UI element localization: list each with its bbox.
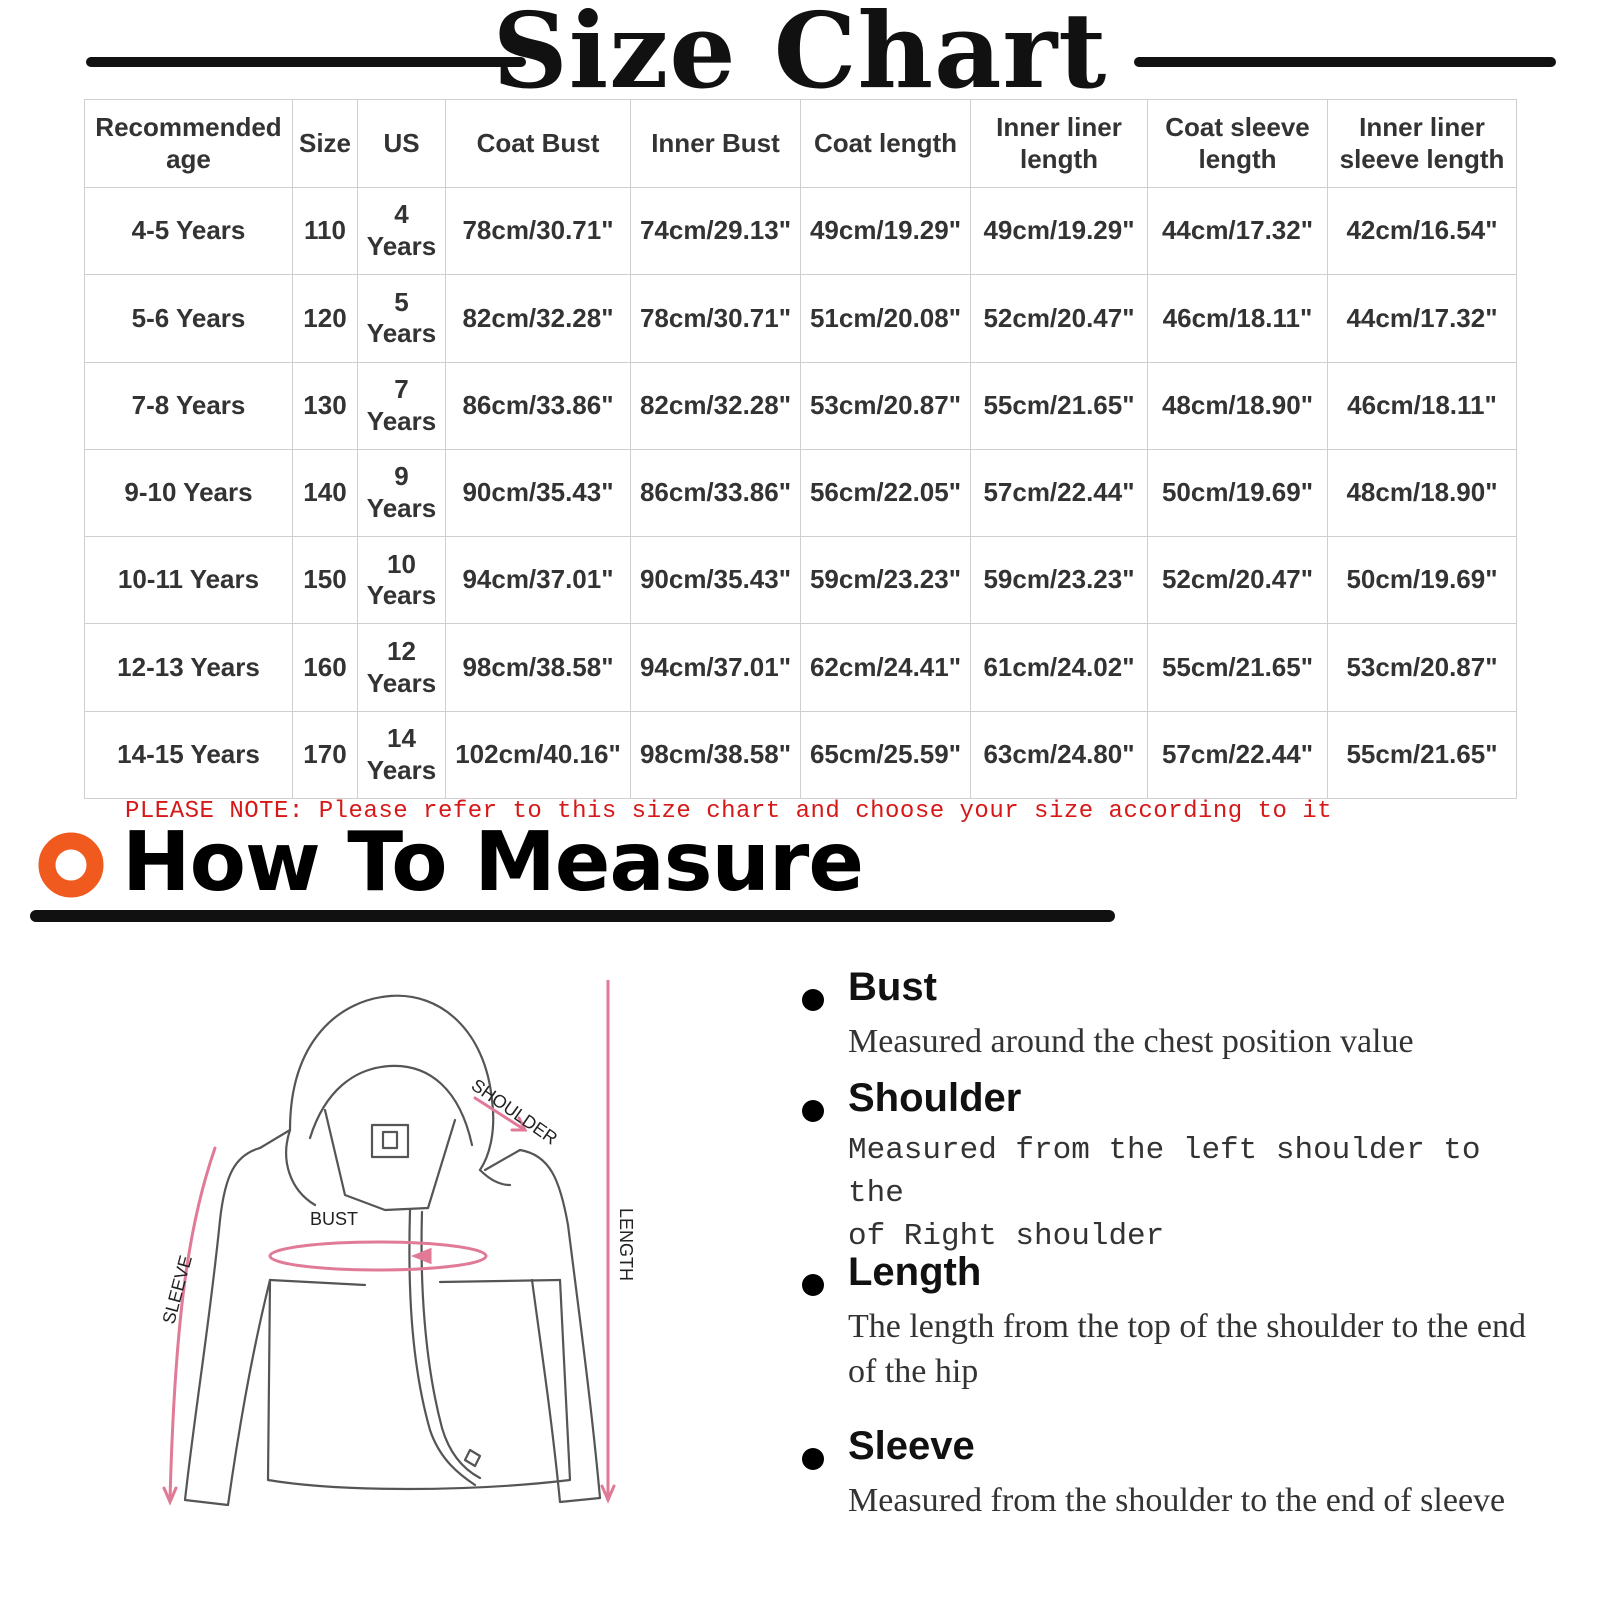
cell-size: 120 <box>293 275 358 362</box>
cell-coat-bust: 78cm/30.71" <box>446 188 631 275</box>
cell-inner-liner-length: 59cm/23.23" <box>971 537 1148 624</box>
cell-coat-bust: 94cm/37.01" <box>446 537 631 624</box>
cell-inner-liner-sleeve-length: 55cm/21.65" <box>1328 711 1517 798</box>
measure-desc-shoulder-line2: of Right shoulder <box>848 1218 1165 1254</box>
size-table <box>84 99 1517 799</box>
cell-inner-liner-sleeve-length: 42cm/16.54" <box>1328 188 1517 275</box>
cell-coat-bust: 90cm/35.43" <box>446 449 631 536</box>
cell-inner-liner-length: 63cm/24.80" <box>971 711 1148 798</box>
cell-size: 170 <box>293 711 358 798</box>
cell-size: 110 <box>293 188 358 275</box>
cell-coat-sleeve-length: 55cm/21.65" <box>1148 624 1328 711</box>
how-to-measure-title: How To Measure <box>122 815 863 910</box>
collar-tag <box>372 1125 408 1157</box>
table-header-row <box>85 100 1517 188</box>
cell-coat-sleeve-length: 46cm/18.11" <box>1148 275 1328 362</box>
cell-inner-liner-length: 55cm/21.65" <box>971 362 1148 449</box>
header-coat-length: Coat length <box>801 100 971 188</box>
cell-coat-length: 62cm/24.41" <box>801 624 971 711</box>
bullet-icon <box>802 1448 824 1470</box>
header-inner-liner-sleeve-length: Inner liner sleeve length <box>1328 100 1517 188</box>
header-recommended-age: Recommended age <box>85 100 293 188</box>
cell-inner-liner-length: 61cm/24.02" <box>971 624 1148 711</box>
cell-inner-bust: 90cm/35.43" <box>631 537 801 624</box>
header-inner-liner-length: Inner liner length <box>971 100 1148 188</box>
jacket-hood <box>290 996 493 1170</box>
cell-coat-sleeve-length: 50cm/19.69" <box>1148 449 1328 536</box>
measure-desc-shoulder <box>848 1130 1548 1258</box>
measure-label-sleeve: Sleeve <box>848 1424 975 1468</box>
table-row <box>85 275 1517 362</box>
cell-coat-sleeve-length: 48cm/18.90" <box>1148 362 1328 449</box>
header-size: Size <box>293 100 358 188</box>
measure-title-rule <box>30 910 1115 922</box>
cell-age: 10-11 Years <box>85 537 293 624</box>
page-title: Size Chart <box>492 0 1108 112</box>
cell-us: 4 Years <box>358 188 446 275</box>
measure-desc-bust: Measured around the chest position value <box>848 1023 1414 1060</box>
cell-inner-liner-length: 49cm/19.29" <box>971 188 1148 275</box>
table-row <box>85 624 1517 711</box>
header-coat-sleeve-length: Coat sleeve length <box>1148 100 1328 188</box>
header-inner-bust: Inner Bust <box>631 100 801 188</box>
bust-measure-ring <box>270 1242 486 1270</box>
cell-coat-bust: 102cm/40.16" <box>446 711 631 798</box>
cell-coat-length: 59cm/23.23" <box>801 537 971 624</box>
cell-inner-liner-sleeve-length: 44cm/17.32" <box>1328 275 1517 362</box>
header-us: US <box>358 100 446 188</box>
cell-coat-bust: 86cm/33.86" <box>446 362 631 449</box>
cell-size: 160 <box>293 624 358 711</box>
measure-label-shoulder: Shoulder <box>848 1076 1022 1120</box>
cell-coat-bust: 82cm/32.28" <box>446 275 631 362</box>
cell-coat-length: 65cm/25.59" <box>801 711 971 798</box>
bullet-icon <box>802 1274 824 1296</box>
cell-size: 140 <box>293 449 358 536</box>
cell-age: 5-6 Years <box>85 275 293 362</box>
measure-desc-sleeve: Measured from the shoulder to the end of sleeve <box>848 1482 1506 1519</box>
diagram-label-sleeve: SLEEVE <box>158 1253 196 1327</box>
table-row <box>85 537 1517 624</box>
cell-inner-liner-sleeve-length: 48cm/18.90" <box>1328 449 1517 536</box>
cell-coat-sleeve-length: 52cm/20.47" <box>1148 537 1328 624</box>
cell-us: 5 Years <box>358 275 446 362</box>
cell-coat-length: 51cm/20.08" <box>801 275 971 362</box>
cell-us: 10 Years <box>358 537 446 624</box>
cell-inner-liner-sleeve-length: 53cm/20.87" <box>1328 624 1517 711</box>
cell-inner-bust: 94cm/37.01" <box>631 624 801 711</box>
table-row <box>85 449 1517 536</box>
cell-coat-length: 53cm/20.87" <box>801 362 971 449</box>
diagram-label-bust: BUST <box>310 1209 359 1229</box>
cell-age: 14-15 Years <box>85 711 293 798</box>
cell-size: 130 <box>293 362 358 449</box>
cell-coat-length: 49cm/19.29" <box>801 188 971 275</box>
cell-inner-bust: 74cm/29.13" <box>631 188 801 275</box>
cell-inner-liner-length: 52cm/20.47" <box>971 275 1148 362</box>
cell-us: 14 Years <box>358 711 446 798</box>
cell-coat-length: 56cm/22.05" <box>801 449 971 536</box>
size-note: PLEASE NOTE: Please refer to this size chart and choose your size according to it <box>125 798 1333 825</box>
bullet-icon <box>802 989 824 1011</box>
cell-coat-sleeve-length: 44cm/17.32" <box>1148 188 1328 275</box>
cell-age: 4-5 Years <box>85 188 293 275</box>
cell-coat-sleeve-length: 57cm/22.44" <box>1148 711 1328 798</box>
diagram-label-shoulder: SHOULDER <box>467 1074 562 1149</box>
cell-coat-bust: 98cm/38.58" <box>446 624 631 711</box>
cell-us: 12 Years <box>358 624 446 711</box>
measure-label-bust: Bust <box>848 965 937 1009</box>
measure-desc-length: The length from the top of the shoulder to the end of the hip <box>848 1308 1526 1391</box>
header-coat-bust: Coat Bust <box>446 100 631 188</box>
measure-desc-shoulder-line1: Measured from the left shoulder to the <box>848 1133 1481 1211</box>
table-row <box>85 188 1517 275</box>
cell-size: 150 <box>293 537 358 624</box>
diagram-label-length: LENGTH <box>616 1208 636 1282</box>
cell-inner-bust: 82cm/32.28" <box>631 362 801 449</box>
cell-us: 9 Years <box>358 449 446 536</box>
cell-inner-liner-length: 57cm/22.44" <box>971 449 1148 536</box>
cell-inner-bust: 98cm/38.58" <box>631 711 801 798</box>
cell-inner-liner-sleeve-length: 46cm/18.11" <box>1328 362 1517 449</box>
cell-inner-bust: 78cm/30.71" <box>631 275 801 362</box>
table-row <box>85 362 1517 449</box>
jacket-body <box>185 1148 270 1505</box>
cell-age: 7-8 Years <box>85 362 293 449</box>
ring-icon <box>37 831 105 899</box>
bullet-icon <box>802 1100 824 1122</box>
cell-us: 7 Years <box>358 362 446 449</box>
cell-inner-bust: 86cm/33.86" <box>631 449 801 536</box>
measure-label-length: Length <box>848 1250 982 1294</box>
table-row <box>85 711 1517 798</box>
cell-inner-liner-sleeve-length: 50cm/19.69" <box>1328 537 1517 624</box>
cell-age: 9-10 Years <box>85 449 293 536</box>
jacket-diagram <box>140 980 720 1570</box>
cell-age: 12-13 Years <box>85 624 293 711</box>
